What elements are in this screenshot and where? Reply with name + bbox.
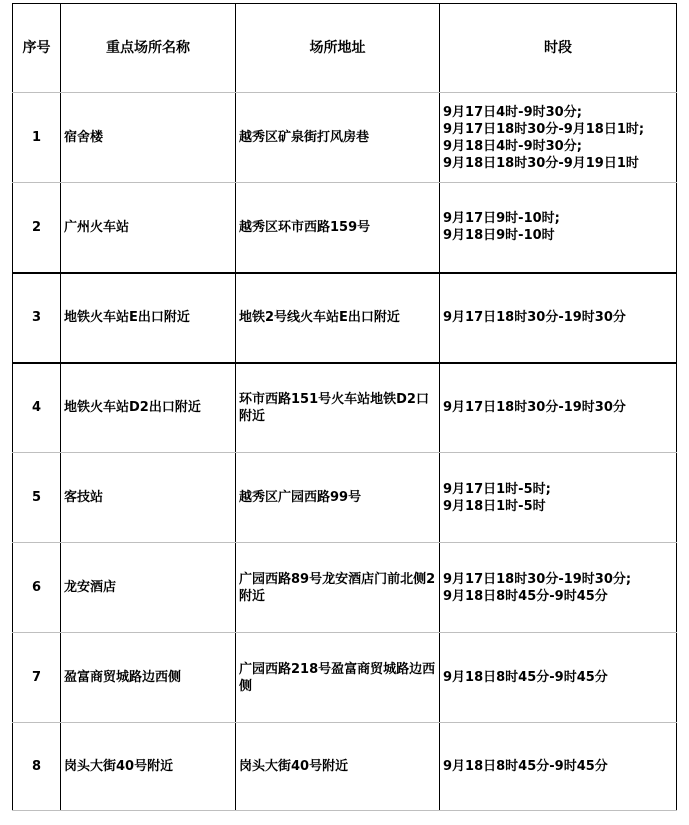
row-index: 8	[13, 723, 61, 811]
period-line: 9月17日1时-5时;	[443, 481, 551, 497]
period-line: 9月18日8时45分-9时45分	[443, 670, 608, 685]
header-place-name: 重点场所名称	[61, 4, 236, 93]
table-row	[13, 93, 677, 183]
row-address: 广园西路218号盈富商贸城路边西侧	[236, 633, 440, 723]
row-period	[440, 363, 677, 453]
period-line: 9月18日4时-9时30分;	[443, 138, 582, 154]
table-row	[13, 183, 677, 273]
row-period	[440, 273, 677, 363]
row-address: 岗头大街40号附近	[236, 723, 440, 811]
row-index: 6	[13, 543, 61, 633]
row-place-name: 盈富商贸城路边西侧	[61, 633, 236, 723]
period-line: 9月17日9时-10时;	[443, 211, 560, 227]
row-period	[440, 543, 677, 633]
period-line: 9月18日18时30分-9月19日1时	[443, 155, 639, 171]
row-index: 2	[13, 183, 61, 273]
row-index: 5	[13, 453, 61, 543]
row-address: 越秀区广园西路99号	[236, 453, 440, 543]
row-index: 1	[13, 93, 61, 183]
table-row	[13, 723, 677, 811]
header-index: 序号	[13, 4, 61, 93]
table-row	[13, 543, 677, 633]
row-place-name: 地铁火车站D2出口附近	[61, 363, 236, 453]
header-period: 时段	[440, 4, 677, 93]
period-line: 9月17日18时30分-19时30分;	[443, 571, 632, 587]
header-address: 场所地址	[236, 4, 440, 93]
row-place-name: 广州火车站	[61, 183, 236, 273]
row-period	[440, 183, 677, 273]
row-index: 4	[13, 363, 61, 453]
row-address: 广园西路89号龙安酒店门前北侧2附近	[236, 543, 440, 633]
row-index: 7	[13, 633, 61, 723]
period-line: 9月17日18时30分-19时30分	[443, 310, 626, 325]
row-place-name: 龙安酒店	[61, 543, 236, 633]
row-period	[440, 633, 677, 723]
row-period	[440, 93, 677, 183]
period-line: 9月18日8时45分-9时45分	[443, 588, 608, 604]
row-period	[440, 723, 677, 811]
table-row	[13, 453, 677, 543]
table-row	[13, 273, 677, 363]
period-line: 9月17日18时30分-9月18日1时;	[443, 121, 645, 137]
row-place-name: 宿舍楼	[61, 93, 236, 183]
period-line: 9月18日9时-10时	[443, 228, 555, 244]
period-line: 9月17日4时-9时30分;	[443, 104, 582, 120]
table-row	[13, 363, 677, 453]
row-address: 地铁2号线火车站E出口附近	[236, 273, 440, 363]
period-line: 9月18日1时-5时	[443, 498, 546, 514]
row-address: 环市西路151号火车站地铁D2口附近	[236, 363, 440, 453]
row-period	[440, 453, 677, 543]
period-line: 9月17日18时30分-19时30分	[443, 400, 626, 416]
row-place-name: 岗头大街40号附近	[61, 723, 236, 811]
table-header-row	[13, 4, 677, 93]
key-places-table	[12, 3, 677, 811]
row-place-name: 客技站	[61, 453, 236, 543]
period-line: 9月18日8时45分-9时45分	[443, 759, 608, 774]
table-row	[13, 633, 677, 723]
row-index: 3	[13, 273, 61, 363]
row-place-name: 地铁火车站E出口附近	[61, 273, 236, 363]
row-address: 越秀区环市西路159号	[236, 183, 440, 273]
row-address: 越秀区矿泉街打风房巷	[236, 93, 440, 183]
